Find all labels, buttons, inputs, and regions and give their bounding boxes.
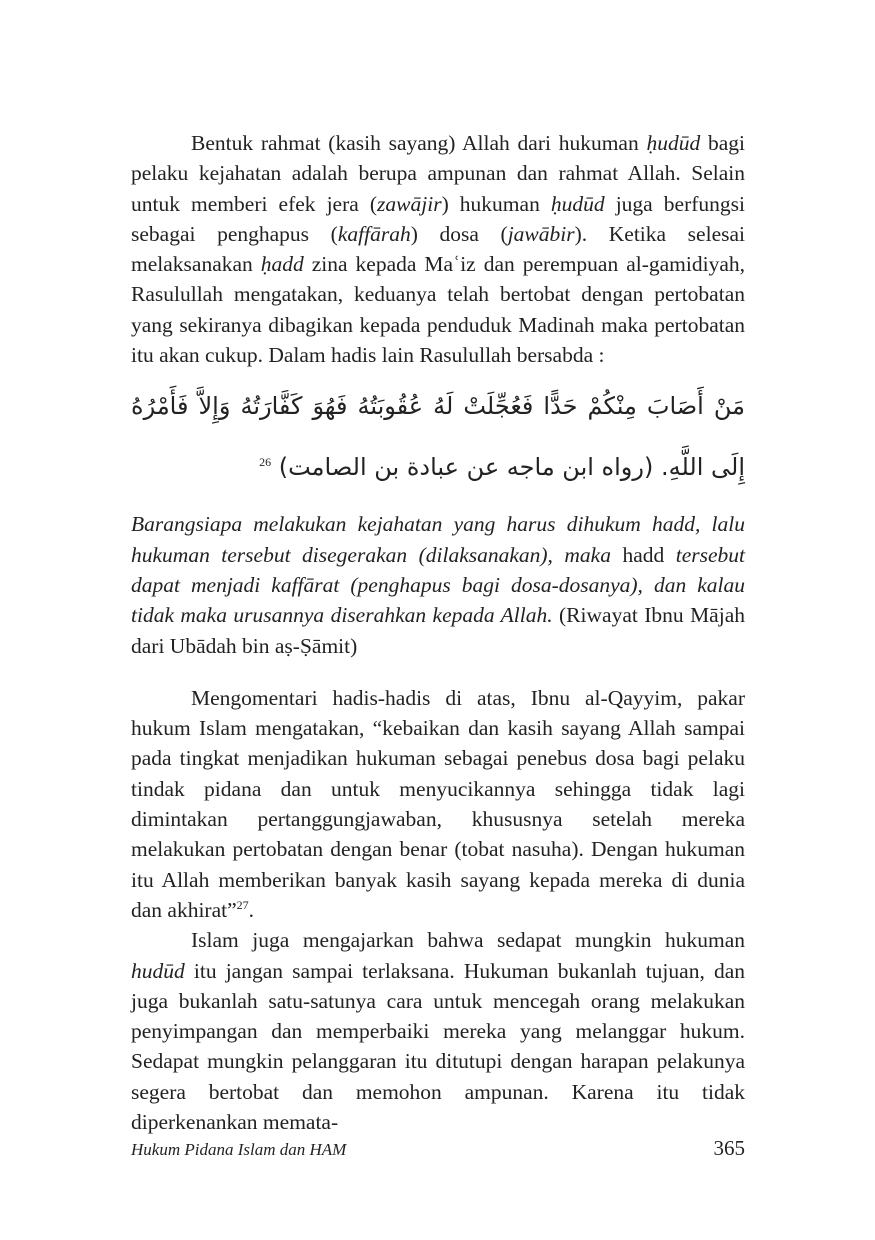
text-span: . — [248, 897, 255, 922]
footnote-marker: 27 — [236, 897, 249, 912]
text-span: itu jangan sampai terlaksana. Hukuman bukanlah tujuan, dan juga bukanlah satu-satunya cara untuk mencegah orang melakukan penyimpangan dan memperbaiki mereka yang melanggar hukum. Sedapat mungkin pelanggaran itu ditutupi dengan harapan pelakunya segera bertobat dan memohon ampunan. Karena itu tidak diperkenankan memata- — [131, 958, 745, 1135]
page-number: 365 — [713, 1136, 745, 1160]
arabic-text: مَنْ أَصَابَ مِنْكُمْ حَدًّا فَعُجِّلَتْ لَهُ عُقُوبَتُهُ فَهُوَ كَفَّارَتُهُ وَإِلاَّ فَأَمْرُهُ إِلَى اللَّهِ. (رواه ابن ماجه عن عبادة بن الصامت) — [131, 392, 745, 482]
italic-term: jawābir — [507, 221, 575, 246]
running-footer-title: Hukum Pidana Islam dan HAM — [131, 1140, 347, 1159]
italic-term: kaffārah — [337, 221, 411, 246]
paragraph-1 — [131, 128, 745, 370]
text-span: juga berfungsi sebagai penghapus ( — [131, 191, 745, 246]
text-span: (Riwayat Ibnu Mājah dari Ubādah bin aṣ-Ṣāmit) — [131, 603, 745, 658]
italic-text: Barangsiapa melakukan kejahatan yang harus dihukum hadd, lalu hukuman tersebut disegerakan (dilaksanakan), maka — [131, 512, 745, 567]
italic-term: hudūd — [131, 958, 185, 983]
italic-text: tersebut dapat menjadi kaffārat (penghapus bagi dosa-dosanya), dan kalau tidak maka urusannya diserahkan kepada Allah. — [131, 542, 746, 628]
text-span: bagi pelaku kejahatan adalah berupa ampunan dan rahmat Allah. Selain untuk memberi efek jera ( — [131, 131, 745, 216]
paragraph-3 — [131, 925, 745, 1137]
italic-term: ḥudūd — [646, 131, 701, 155]
text-span: ) dosa ( — [410, 221, 508, 246]
text-span: ). Ketika selesai melaksanakan — [131, 221, 745, 277]
text-span: hadd — [610, 542, 676, 567]
paragraph-2 — [131, 683, 745, 925]
text-span: Bentuk rahmat (kasih sayang) Allah dari hukuman — [191, 131, 647, 155]
italic-term: ḥudūd — [550, 191, 605, 216]
footnote-marker: 26 — [259, 455, 272, 470]
italic-term: ḥadd — [260, 252, 304, 277]
page-footer — [131, 1136, 745, 1161]
hadith-translation — [131, 509, 745, 660]
page-body — [131, 128, 745, 1137]
arabic-hadith — [131, 378, 745, 495]
text-span: zina kepada Maʿiz dan perempuan al-gamidiyah, Rasulullah mengatakan, keduanya telah bertobat dengan pertobatan yang sekiranya dibagikan kepada penduduk Madinah maka pertobatan itu akan cukup. Dalam hadis lain Rasulullah bersabda : — [131, 252, 746, 368]
text-span: ) hukuman — [441, 191, 551, 216]
italic-term: zawājir — [377, 191, 442, 216]
text-span: Islam juga mengajarkan bahwa sedapat mungkin hukuman — [191, 928, 745, 953]
text-span: Mengomentari hadis-hadis di atas, Ibnu al-Qayyim, pakar hukum Islam mengatakan, “kebaikan dan kasih sayang Allah sampai pada tingkat menjadikan hukuman sebagai penebus dosa bagi pelaku tindak pidana dan untuk menyucikannya sehingga tidak lagi dimintakan pertanggungjawaban, khususnya setelah mereka melakukan pertobatan dengan benar (tobat nasuha). Dengan hukuman itu Allah memberikan banyak kasih sayang kepada mereka di dunia dan akhirat” — [131, 685, 745, 922]
